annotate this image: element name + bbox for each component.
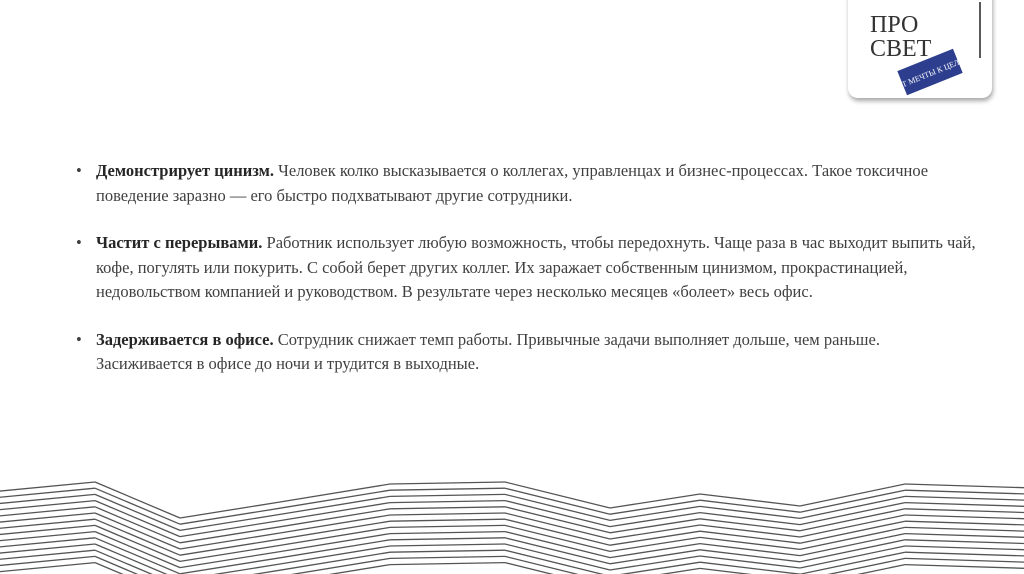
pattern-line: [905, 484, 1024, 488]
pattern-line: [700, 568, 800, 574]
pattern-line: [610, 519, 700, 533]
pattern-line: [390, 538, 505, 540]
bullet-item-breaks: [76, 231, 976, 305]
pattern-line: [0, 482, 95, 492]
pattern-line: [390, 563, 505, 565]
pattern-line: [390, 556, 505, 558]
pattern-line: [390, 501, 505, 503]
decorative-pattern: [0, 478, 1024, 574]
pattern-line: [905, 521, 1024, 525]
pattern-line: [800, 552, 905, 574]
pattern-line: [505, 556, 610, 574]
bullet-text: Работник использует любую возможность, чтобы передохнуть. Чаще раза в час выходит выпить чай, кофе, погулять или покурить. С собой берет других коллег. Их заражает собственным цинизмом, прокрастинацией, недовольством компанией и руководством. В результате через несколько месяцев «болеет» весь офис.: [96, 233, 976, 301]
pattern-line: [800, 503, 905, 525]
pattern-line: [800, 484, 905, 506]
pattern-line: [905, 552, 1024, 556]
pattern-line: [610, 500, 700, 514]
pattern-line: [905, 527, 1024, 531]
logo-graphic: [848, 0, 992, 98]
pattern-line: [800, 546, 905, 568]
bullet-item-overtime: [76, 328, 976, 377]
pattern-line: [700, 531, 800, 543]
logo-line2: СВЕТ: [870, 36, 932, 62]
bullet-marker: •: [76, 161, 82, 180]
pattern-line: [800, 515, 905, 537]
pattern-line: [390, 525, 505, 527]
pattern-line: [700, 506, 800, 518]
pattern-line: [700, 513, 800, 525]
pattern-line: [800, 509, 905, 531]
pattern-line: [390, 507, 505, 509]
logo-line1: ПРО: [870, 12, 919, 38]
pattern-line: [700, 544, 800, 556]
pattern-line: [95, 556, 180, 574]
pattern-line: [610, 531, 700, 545]
pattern-line: [390, 482, 505, 484]
bullet-item-cynicism: [76, 159, 976, 208]
prosvet-logo: [848, 0, 992, 98]
pattern-line: [905, 565, 1024, 569]
bullet-marker: •: [76, 233, 82, 252]
bullet-text: Человек колко высказывается о коллегах, управленцах и бизнес-процессах. Такое токсичное поведение заразно — его быстро подхватывают другие сотрудники.: [96, 161, 929, 205]
slide-content: [76, 159, 976, 400]
pattern-line: [700, 550, 800, 562]
bullet-lead: Задерживается в офисе.: [96, 329, 274, 349]
bullet-lead: Частит с перерывами.: [96, 233, 263, 252]
pattern-line: [390, 532, 505, 534]
pattern-line: [800, 540, 905, 562]
pattern-line: [610, 556, 700, 570]
pattern-line: [610, 537, 700, 551]
pattern-line: [95, 544, 180, 574]
pattern-line: [905, 558, 1024, 562]
pattern-line: [700, 562, 800, 574]
pattern-line: [905, 503, 1024, 507]
pattern-line: [800, 558, 905, 574]
pattern-line: [610, 494, 700, 508]
pattern-line: [800, 534, 905, 556]
pattern-line: [800, 496, 905, 518]
pattern-line: [905, 534, 1024, 538]
pattern-line: [610, 506, 700, 520]
pattern-line: [610, 513, 700, 527]
pattern-line: [390, 488, 505, 490]
pattern-line: [610, 525, 700, 539]
pattern-line: [905, 496, 1024, 500]
pattern-line: [905, 515, 1024, 519]
pattern-line: [905, 490, 1024, 494]
pattern-line: [905, 509, 1024, 513]
pattern-line: [700, 537, 800, 549]
pattern-line: [390, 519, 505, 521]
pattern-line: [800, 490, 905, 512]
pattern-line: [610, 544, 700, 558]
pattern-line: [905, 540, 1024, 544]
pattern-line: [390, 513, 505, 515]
pattern-line: [700, 556, 800, 568]
pattern-line: [390, 550, 505, 552]
logo-stamp-text: ОТ МЕЧТЫ К ЦЕЛИ: [895, 55, 967, 92]
pattern-line: [390, 494, 505, 496]
pattern-line: [280, 565, 390, 574]
bullet-lead: Демонстрирует цинизм.: [96, 161, 275, 180]
pattern-line: [905, 546, 1024, 550]
pattern-line: [700, 519, 800, 531]
pattern-line: [800, 527, 905, 549]
pattern-line: [610, 550, 700, 564]
bullet-marker: •: [76, 329, 82, 349]
pattern-line: [700, 500, 800, 512]
bullet-text: Сотрудник снижает темп работы. Привычные задачи выполняет дольше, чем раньше. Засиживается в офисе до ночи и трудится в выходные.: [96, 329, 880, 373]
pattern-line: [700, 525, 800, 537]
pattern-line: [800, 521, 905, 543]
pattern-line: [390, 544, 505, 546]
pattern-line: [700, 494, 800, 506]
